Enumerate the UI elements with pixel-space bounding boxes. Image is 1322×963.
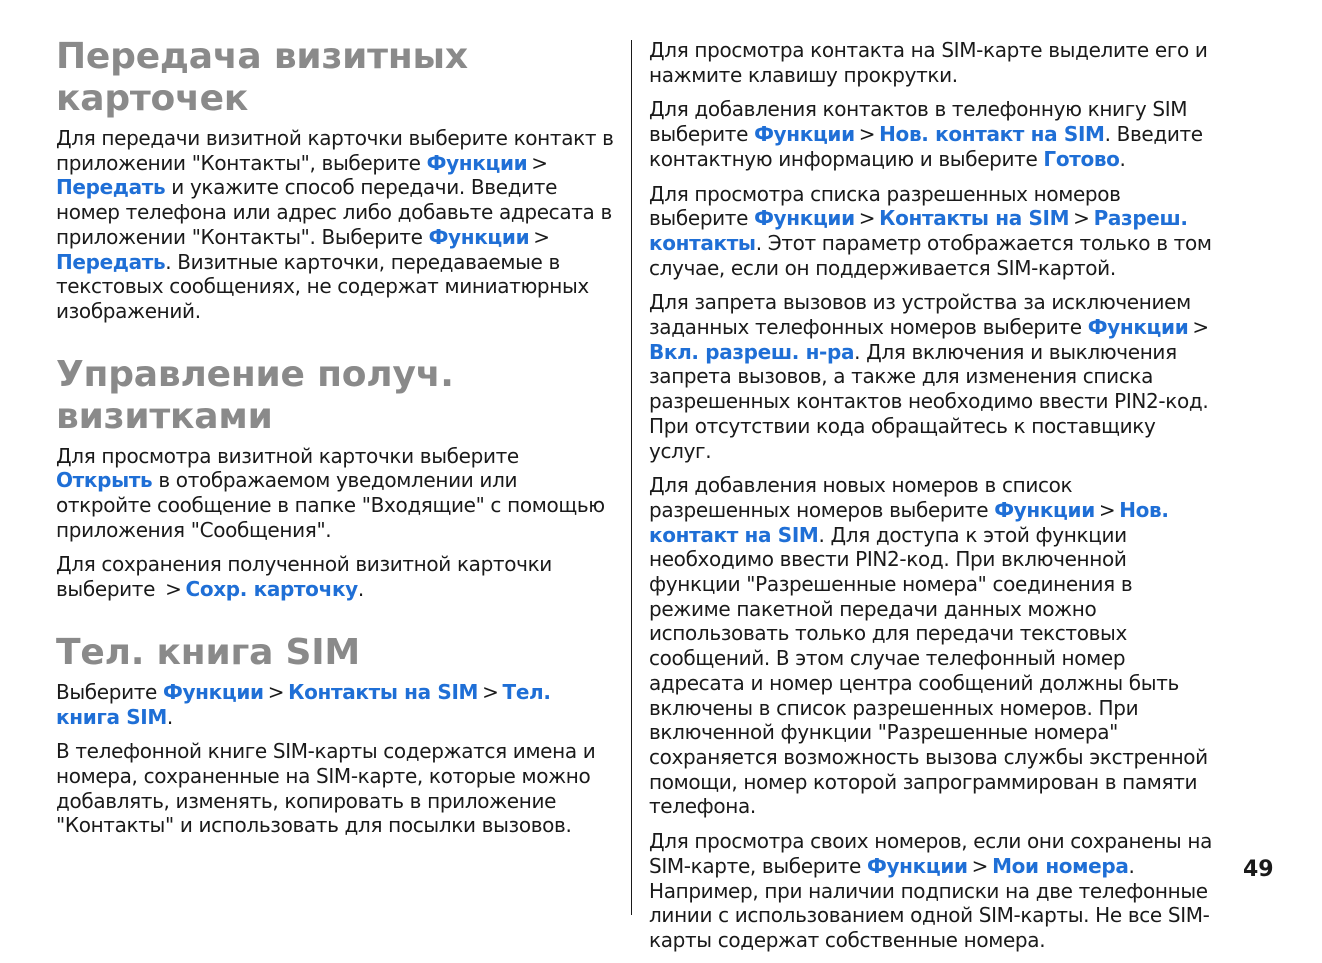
menu-link-functions[interactable]: Функции xyxy=(1087,315,1189,340)
menu-link-functions[interactable]: Функции xyxy=(754,206,855,231)
menu-separator: > xyxy=(1073,206,1090,231)
menu-link-sim-contacts[interactable]: Контакты на SIM xyxy=(879,206,1070,231)
paragraph: Для просмотра визитной карточки выберите Открыть в отображаемом уведомлении или откройте сообщение в папке "Входящие" с помощью приложения "Сообщения". xyxy=(56,443,605,542)
section-heading: Передача визитных карточек xyxy=(56,36,468,119)
menu-link-functions[interactable]: Функции xyxy=(428,224,530,249)
paragraph: Для запрета вызовов из устройства за исключением заданных телефонных номеров выберите Функции > Вкл. разреш. н-ра. Для включения и выключения запрета вызовов, а также для изменения списка разрешенных контактов необходимо ввести PIN2-код. При отсутствии кода обращайтесь к поставщику услуг. xyxy=(649,290,1215,463)
page-number: 49 xyxy=(1243,857,1274,882)
menu-separator: > xyxy=(971,853,989,878)
menu-link-functions[interactable]: Функции xyxy=(994,497,1095,522)
menu-separator: > xyxy=(533,224,550,249)
menu-link-done[interactable]: Готово xyxy=(1043,146,1120,171)
menu-separator: > xyxy=(858,206,876,231)
menu-separator: > xyxy=(531,150,548,175)
right-column xyxy=(649,38,1215,963)
menu-separator: > xyxy=(165,577,182,602)
paragraph: Для просмотра списка разрешенных номеров выберите Функции > Контакты на SIM > Разреш. контакты. Этот параметр отображается только в том случае, если он поддерживается SIM-картой. xyxy=(649,181,1212,280)
menu-separator: > xyxy=(482,679,499,704)
menu-link-new-sim-contact[interactable]: Нов. контакт на SIM xyxy=(879,122,1105,147)
paragraph: Для сохранения полученной визитной карточки выберите > Сохр. карточку. xyxy=(56,552,552,602)
section-manage-received-cards xyxy=(56,354,618,602)
menu-link-functions[interactable]: Функции xyxy=(426,150,528,175)
menu-link-my-numbers[interactable]: Мои номера xyxy=(992,853,1129,878)
menu-link-open[interactable]: Открыть xyxy=(56,468,153,493)
menu-link-send[interactable]: Передать xyxy=(56,175,166,200)
menu-link-functions[interactable]: Функции xyxy=(867,853,968,878)
menu-link-enable-allowed-numbers[interactable]: Вкл. разреш. н-ра xyxy=(649,339,855,364)
section-heading: Управление получ. визитками xyxy=(56,353,454,437)
left-column xyxy=(56,36,618,848)
paragraph: Для добавления новых номеров в список разрешенных номеров выберите Функции > Нов. контакт на SIM. Для доступа к этой функции необходимо ввести PIN2-код. При включенной функции "Разрешенные номера" соединения в режиме пакетной передачи данных можно использовать только для передачи текстовых сообщений. В этом случае телефонный номер адресата и номер центра сообщений должны быть включены в список разрешенных номеров. При включенной функции "Разрешенные номера" сохраняется возможность вызова службы экстренной помощи, номер которой запрограммирован в памяти телефона. xyxy=(649,473,1208,819)
section-heading: Тел. книга SIM xyxy=(56,631,361,673)
menu-link-allowed-contacts[interactable]: Разреш. контакты xyxy=(649,206,1188,255)
paragraph: Для просмотра контакта на SIM-карте выделите его и нажмите клавишу прокрутки. xyxy=(649,38,1208,87)
menu-separator: > xyxy=(1192,315,1209,340)
column-divider xyxy=(631,40,632,915)
section-sim-phonebook xyxy=(56,632,618,838)
paragraph: Для передачи визитной карточки выберите контакт в приложении "Контакты", выберите Функции > Передать и укажите способ передачи. Введите номер телефона или адрес либо добавьте адресата в приложении "Контакты". Выберите Функции > Передать. Визитные карточки, передаваемые в текстовых сообщениях, не содержат миниатюрных изображений. xyxy=(56,126,614,323)
menu-link-new-sim-contact[interactable]: Нов. контакт на SIM xyxy=(649,497,1169,547)
menu-link-save-card[interactable]: Сохр. карточку xyxy=(185,577,358,602)
menu-link-send[interactable]: Передать xyxy=(56,249,166,274)
menu-link-functions[interactable]: Функции xyxy=(163,679,264,704)
menu-separator: > xyxy=(858,122,876,147)
section-send-business-cards xyxy=(56,36,618,324)
menu-link-sim-contacts[interactable]: Контакты на SIM xyxy=(288,679,479,704)
paragraph: В телефонной книге SIM-карты содержатся имена и номера, сохраненные на SIM-карте, которые можно добавлять, изменять, копировать в приложение "Контакты" и использовать для посылки вызовов. xyxy=(56,739,596,838)
menu-separator: > xyxy=(1098,497,1116,522)
menu-link-functions[interactable]: Функции xyxy=(754,122,855,147)
menu-link-sim-phonebook[interactable]: Тел. книга SIM xyxy=(56,679,551,729)
menu-separator: > xyxy=(267,679,285,704)
paragraph: Выберите Функции > Контакты на SIM > Тел. книга SIM. xyxy=(56,679,551,729)
paragraph: Для добавления контактов в телефонную книгу SIM выберите Функции > Нов. контакт на SIM. Введите контактную информацию и выберите Готово. xyxy=(649,97,1203,171)
paragraph: Для просмотра своих номеров, если они сохранены на SIM-карте, выберите Функции > Мои номера. Например, при наличии подписки на две телефонные линии с использованием одной SIM-карты. Не все SIM-карты содержат собственные номера. xyxy=(649,829,1212,952)
